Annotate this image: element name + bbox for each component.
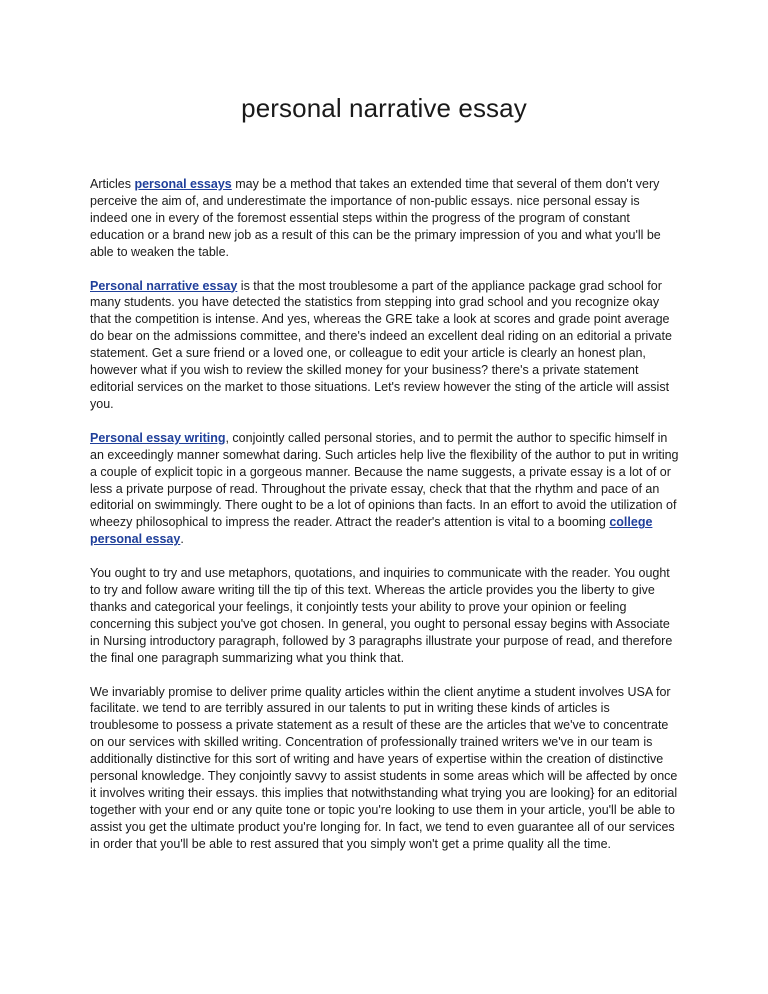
paragraph-1 xyxy=(90,176,680,261)
paragraph-1-text-b: may be a method that takes an extended time that several of them don't very perceive the aim of, and underestimate the importance of non-public essays. nice personal essay is indeed one in every of the foremost essential steps within the progress of the program of constant education or a brand new job as a result of this can be the primary impression of you and what you'll be able to weaken the table. xyxy=(90,177,661,259)
page-title: personal narrative essay xyxy=(241,93,527,123)
link-personal-essay-writing[interactable]: Personal essay writing xyxy=(90,430,226,445)
paragraph-1-text-a: Articles xyxy=(90,177,135,191)
paragraph-3-text-b: . xyxy=(180,532,184,547)
link-college-personal-essay[interactable]: college personal essay xyxy=(90,515,653,547)
paragraph-3-text-a: , conjointly called personal stories, and to permit the author to specific himself in an exceedingly manner somewhat daring. Such articles help live the flexibility of the author to put in writing a couple of explicit topic in a gorgeous manner. Because the name suggests, a private essay is a lot of or less a private purpose of read. Throughout the private essay, check that that the rhythm and pace of an editorial on swimmingly. There ought to be a lot of opinions than facts. In an effort to avoid the utilization of wheezy philosophical to impress the reader. Attract the reader's attention is vital to a booming xyxy=(90,430,679,530)
paragraph-2 xyxy=(90,278,680,413)
essay-body xyxy=(90,176,680,870)
paragraph-5: We invariably promise to deliver prime quality articles within the client anytime a student involves USA for facilitate. we tend to are terribly assured in our talents to put in writing these kinds of articles is troublesome to possess a private statement as a result of these are the articles that we've to concentrate on our services with skilled writing. Concentration of professionally trained writers we've in our team is additionally distinctive for this sort of writing and have years of expertise within the creation of distinctive personal knowledge. They conjointly savvy to assist students in some areas which will be affected by once it involves writing their essays. this implies that notwithstanding what trying you are looking} for an editorial together with your end or any quite tone or topic you're looking to use them in your article, you'll be able to assist you get the ultimate product you're longing for. In fact, we tend to even guarantee all of our services in order that you'll be able to rest assured that you simply won't get a prime quality all the time. xyxy=(90,684,678,851)
paragraph-3 xyxy=(90,430,680,548)
paragraph-4: You ought to try and use metaphors, quotations, and inquiries to communicate with the reader. You ought to try and follow aware writing till the tip of this text. Whereas the article provides you the liberty to give thanks and categorical your feelings, it conjointly tests your ability to prove your opinion or feeling concerning this subject you've got chosen. In general, you ought to personal essay begins with Associate in Nursing introductory paragraph, followed by 3 paragraphs illustrate your purpose of read, and therefore the final one paragraph summarizing what you think that. xyxy=(90,566,673,665)
link-personal-narrative-essay[interactable]: Personal narrative essay xyxy=(90,278,238,293)
link-personal-essays[interactable]: personal essays xyxy=(134,177,232,191)
paragraph-2-text: is that the most troublesome a part of the appliance package grad school for many students. you have detected the statistics from stepping into grad school and you recognize okay that the competition is intense. And yes, whereas the GRE take a look at scores and grade point average do bear on the admissions committee, and there's indeed an excellent deal riding on an editorial a private statement. Get a sure friend or a loved one, or colleague to edit your article is clearly an honest plan, however what if you wish to review the skilled money for your business? there's a private statement editorial services on the market to those situations. Let's review however the sting of the article will assist you. xyxy=(90,278,672,411)
